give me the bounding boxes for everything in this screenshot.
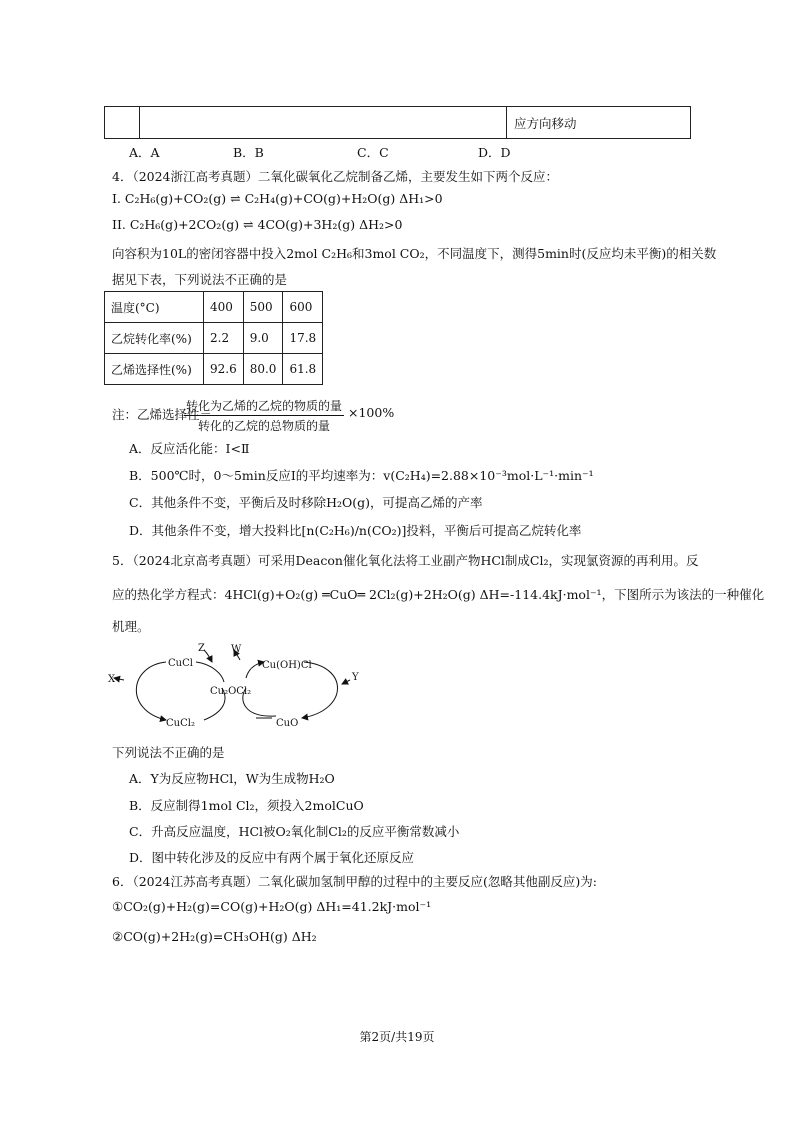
- table-cell: 61.8: [283, 354, 323, 385]
- q5-option-d: D．图中转化涉及的反应中有两个属于氧化还原反应: [129, 850, 415, 865]
- label-cu2ocl2: Cu₂OCl₂: [210, 686, 252, 697]
- note-suffix: ×100%: [348, 405, 395, 420]
- q4-option-a: A．反应活化能：Ⅰ<Ⅱ: [129, 441, 250, 456]
- table-cell: 2.2: [204, 323, 244, 354]
- q5-option-a: A．Y为反应物HCl，W为生成物H₂O: [129, 771, 335, 786]
- label-y: Y: [352, 672, 359, 683]
- table-cell: 400: [204, 292, 244, 323]
- table-cell: [139, 107, 507, 138]
- q5-equation: 应的热化学方程式：4HCl(g)+O₂(g) ═CuO═ 2Cl₂(g)+2H₂O(g) ΔH=-114.4kJ·mol⁻¹，下图所示为该法的一种催化: [112, 587, 765, 602]
- q5-option-b: B．反应制得1mol Cl₂，须投入2molCuO: [129, 798, 364, 813]
- q4-option-d: D．其他条件不变，增大投料比[n(C₂H₆)/n(CO₂)]投料，平衡后可提高乙烷转化率: [129, 523, 582, 538]
- q5-stem: 下列说法不正确的是: [112, 745, 225, 760]
- q3-option-a: A．A: [129, 145, 160, 160]
- fraction-denominator: 转化的乙烷的总物质的量: [198, 419, 331, 433]
- table-row: [105, 323, 323, 354]
- q4-reaction-1: I. C₂H₆(g)+CO₂(g) ⇌ C₂H₄(g)+CO(g)+H₂O(g) ΔH₁>0: [112, 191, 443, 206]
- q3-option-d: D．D: [478, 145, 511, 160]
- q4-data-table: [104, 291, 323, 385]
- table-cell: 乙烷转化率(%): [105, 323, 204, 354]
- fraction-numerator: 转化为乙烯的乙烷的物质的量: [184, 397, 344, 416]
- q4-option-b: B．500℃时，0～5min反应Ⅰ的平均速率为：v(C₂H₄)=2.88×10⁻³mol·L⁻¹·min⁻¹: [129, 468, 594, 483]
- q6-title: 6．（2024江苏高考真题）二氧化碳加氢制甲醇的过程中的主要反应(忽略其他副反应)为:: [112, 874, 597, 889]
- q4-title: 4．（2024浙江高考真题）二氧化碳氧化乙烷制备乙烯，主要发生如下两个反应：: [112, 169, 559, 184]
- q6-reaction-1: ①CO₂(g)+H₂(g)=CO(g)+H₂O(g) ΔH₁=41.2kJ·mol⁻¹: [112, 899, 432, 914]
- q6-reaction-2: ②CO(g)+2H₂(g)=CH₃OH(g) ΔH₂: [112, 929, 317, 944]
- q4-description-cont: 据见下表，下列说法不正确的是: [112, 272, 288, 287]
- q4-reaction-2: II. C₂H₆(g)+2CO₂(g) ⇌ 4CO(g)+3H₂(g) ΔH₂>0: [112, 217, 403, 232]
- label-cuo: CuO: [276, 718, 299, 729]
- label-x: X: [108, 674, 116, 685]
- table-cell: 80.0: [243, 354, 283, 385]
- label-cucl2: CuCl₂: [166, 718, 195, 729]
- table-row: [105, 292, 323, 323]
- page-number-footer: 第2页/共19页: [359, 1030, 435, 1044]
- label-cucl: CuCl: [168, 658, 193, 669]
- selectivity-fraction: [184, 397, 344, 434]
- q4-description: 向容积为10L的密闭容器中投入2mol C₂H₆和3mol CO₂，不同温度下，测得5min时(反应均未平衡)的相关数: [112, 246, 717, 261]
- catalytic-cycle-diagram: [104, 638, 374, 733]
- q4-option-c: C．其他条件不变，平衡后及时移除H₂O(g)，可提高乙烯的产率: [129, 495, 483, 510]
- q3-option-c: C．C: [357, 145, 389, 160]
- table-cell: 9.0: [243, 323, 283, 354]
- label-z: Z: [198, 643, 205, 654]
- q5-line3: 机理。: [112, 619, 150, 634]
- table-cell: 600: [283, 292, 323, 323]
- previous-question-table: [104, 106, 691, 139]
- table-cell-text: 应方向移动: [514, 116, 577, 131]
- table-cell: 500: [243, 292, 283, 323]
- q5-title: 5．（2024北京高考真题）可采用Deacon催化氧化法将工业副产物HCl制成Cl₂，实现氯资源的再利用。反: [112, 553, 699, 568]
- table-cell: [105, 107, 140, 138]
- label-cuohcl: Cu(OH)Cl: [262, 660, 312, 671]
- table-cell: 乙烯选择性(%): [105, 354, 204, 385]
- q3-option-b: B．B: [233, 145, 264, 160]
- q5-option-c: C．升高反应温度，HCl被O₂氧化制Cl₂的反应平衡常数减小: [129, 824, 460, 839]
- table-row: [105, 354, 323, 385]
- table-cell: 温度(°C): [105, 292, 204, 323]
- table-cell: 17.8: [283, 323, 323, 354]
- label-w: W: [231, 644, 242, 655]
- table-cell: 92.6: [204, 354, 244, 385]
- note-prefix: 注：乙烯选择性＝: [112, 407, 213, 422]
